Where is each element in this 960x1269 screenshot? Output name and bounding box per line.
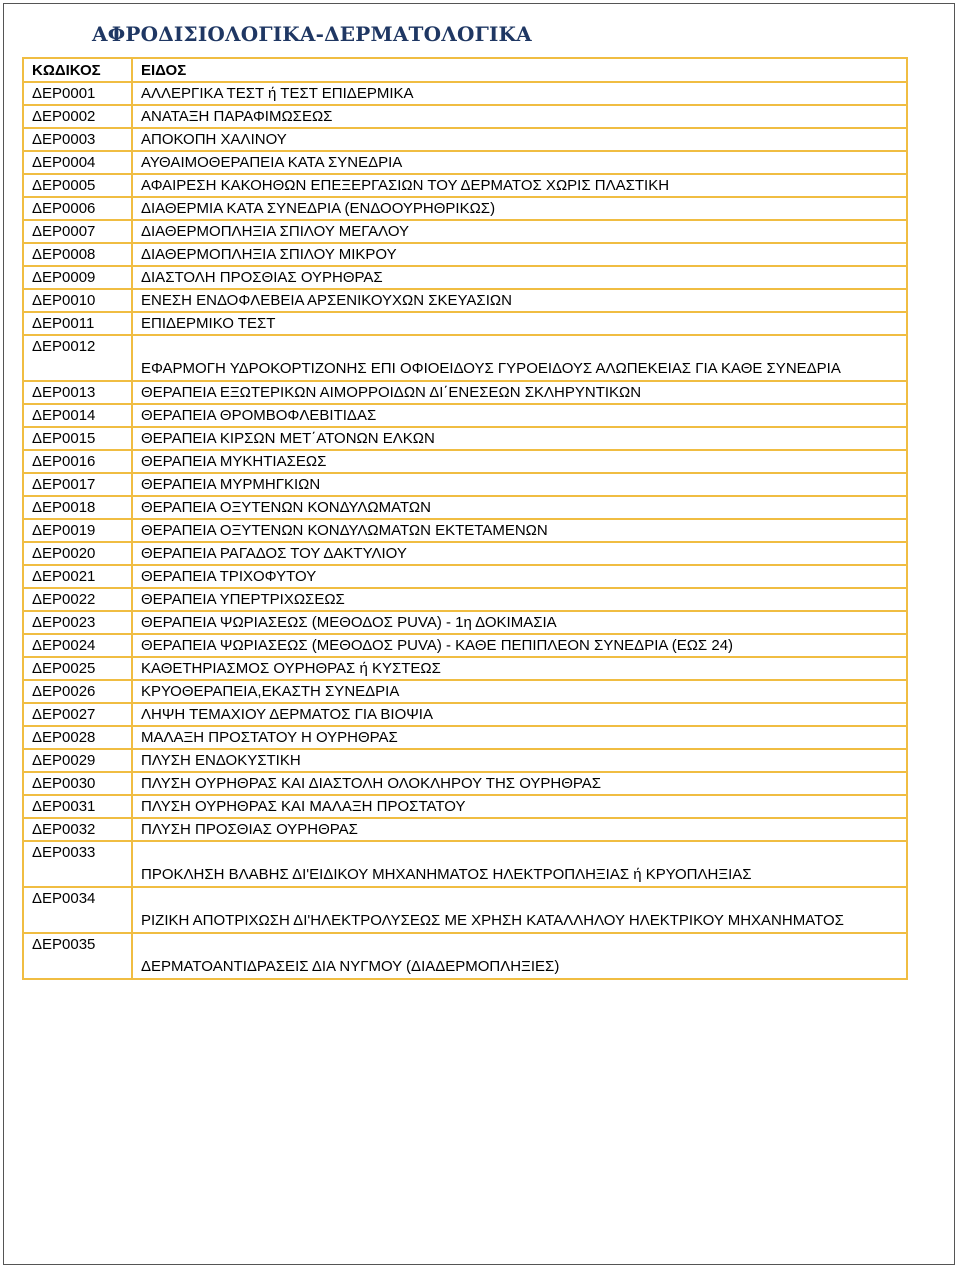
- cell-code: ΔΕΡ0025: [23, 657, 132, 680]
- table-row: [23, 542, 907, 565]
- table-row: [23, 220, 907, 243]
- cell-code: ΔΕΡ0009: [23, 266, 132, 289]
- table-row: [23, 266, 907, 289]
- cell-description: ΠΛΥΣΗ ΟΥΡΗΘΡΑΣ ΚΑΙ ΔΙΑΣΤΟΛΗ ΟΛΟΚΛΗΡΟΥ ΤΗΣ ΟΥΡΗΘΡΑΣ: [132, 772, 907, 795]
- table-row: [23, 473, 907, 496]
- cell-description: ΡΙΖΙΚΗ ΑΠΟΤΡΙΧΩΣΗ ΔΙ'ΗΛΕΚΤΡΟΛΥΣΕΩΣ ΜΕ ΧΡΗΣΗ ΚΑΤΑΛΛΗΛΟΥ ΗΛΕΚΤΡΙΚΟΥ ΜΗΧΑΝΗΜΑΤΟΣ: [132, 887, 907, 933]
- table-row: [23, 243, 907, 266]
- cell-code: ΔΕΡ0006: [23, 197, 132, 220]
- table-row: [23, 887, 907, 933]
- table-row: [23, 519, 907, 542]
- cell-description: ΑΥΘΑΙΜΟΘΕΡΑΠΕΙΑ ΚΑΤΑ ΣΥΝΕΔΡΙΑ: [132, 151, 907, 174]
- cell-description: ΘΕΡΑΠΕΙΑ ΟΞΥΤΕΝΩΝ ΚΟΝΔΥΛΩΜΑΤΩΝ: [132, 496, 907, 519]
- cell-code: ΔΕΡ0008: [23, 243, 132, 266]
- cell-description: ΚΡΥΟΘΕΡΑΠΕΙΑ,ΕΚΑΣΤΗ ΣΥΝΕΔΡΙΑ: [132, 680, 907, 703]
- cell-code: ΔΕΡ0017: [23, 473, 132, 496]
- cell-description: ΜΑΛΑΞΗ ΠΡΟΣΤΑΤΟΥ Η ΟΥΡΗΘΡΑΣ: [132, 726, 907, 749]
- table-row: [23, 174, 907, 197]
- codes-table: [22, 57, 908, 980]
- cell-description: ΔΙΑΘΕΡΜΙΑ ΚΑΤΑ ΣΥΝΕΔΡΙΑ (ΕΝΔΟΟΥΡΗΘΡΙΚΩΣ): [132, 197, 907, 220]
- cell-code: ΔΕΡ0022: [23, 588, 132, 611]
- table-row: [23, 404, 907, 427]
- cell-code: ΔΕΡ0027: [23, 703, 132, 726]
- cell-description: ΔΙΑΣΤΟΛΗ ΠΡΟΣΘΙΑΣ ΟΥΡΗΘΡΑΣ: [132, 266, 907, 289]
- table-header-row: [23, 58, 907, 82]
- table-row: [23, 588, 907, 611]
- cell-code: ΔΕΡ0001: [23, 82, 132, 105]
- cell-code: ΔΕΡ0033: [23, 841, 132, 887]
- table-body: [23, 82, 907, 979]
- table-row: [23, 772, 907, 795]
- cell-description: ΘΕΡΑΠΕΙΑ ΚΙΡΣΩΝ ΜΕΤ΄ΑΤΟΝΩΝ ΕΛΚΩΝ: [132, 427, 907, 450]
- cell-code: ΔΕΡ0015: [23, 427, 132, 450]
- cell-description: ΑΝΑΤΑΞΗ ΠΑΡΑΦΙΜΩΣΕΩΣ: [132, 105, 907, 128]
- cell-description: ΘΕΡΑΠΕΙΑ ΤΡΙΧΟΦΥΤΟΥ: [132, 565, 907, 588]
- table-row: [23, 105, 907, 128]
- cell-description: ΠΛΥΣΗ ΟΥΡΗΘΡΑΣ ΚΑΙ ΜΑΛΑΞΗ ΠΡΟΣΤΑΤΟΥ: [132, 795, 907, 818]
- cell-code: ΔΕΡ0034: [23, 887, 132, 933]
- cell-description: ΠΡΟΚΛΗΣΗ ΒΛΑΒΗΣ ΔΙ'ΕΙΔΙΚΟΥ ΜΗΧΑΝΗΜΑΤΟΣ ΗΛΕΚΤΡΟΠΛΗΞΙΑΣ ή ΚΡΥΟΠΛΗΞΙΑΣ: [132, 841, 907, 887]
- table-row: [23, 565, 907, 588]
- cell-description: ΘΕΡΑΠΕΙΑ ΜΥΚΗΤΙΑΣΕΩΣ: [132, 450, 907, 473]
- cell-code: ΔΕΡ0030: [23, 772, 132, 795]
- cell-code: ΔΕΡ0012: [23, 335, 132, 381]
- table-row: [23, 933, 907, 979]
- table-row: [23, 427, 907, 450]
- cell-description: ΔΕΡΜΑΤΟΑΝΤΙΔΡΑΣΕΙΣ ΔΙΑ ΝΥΓΜΟΥ (ΔΙΑΔΕΡΜΟΠΛΗΞΙΕΣ): [132, 933, 907, 979]
- cell-code: ΔΕΡ0020: [23, 542, 132, 565]
- cell-code: ΔΕΡ0032: [23, 818, 132, 841]
- cell-description: ΕΦΑΡΜΟΓΗ ΥΔΡΟΚΟΡΤΙΖΟΝΗΣ ΕΠΙ ΟΦΙΟΕΙΔΟΥΣ ΓΥΡΟΕΙΔΟΥΣ ΑΛΩΠΕΚΕΙΑΣ ΓΙΑ ΚΑΘΕ ΣΥΝΕΔΡΙΑ: [132, 335, 907, 381]
- cell-description: ΘΕΡΑΠΕΙΑ ΡΑΓΑΔΟΣ ΤΟΥ ΔΑΚΤΥΛΙΟΥ: [132, 542, 907, 565]
- cell-code: ΔΕΡ0023: [23, 611, 132, 634]
- cell-code: ΔΕΡ0005: [23, 174, 132, 197]
- header-description: ΕΙΔΟΣ: [132, 58, 907, 82]
- cell-code: ΔΕΡ0010: [23, 289, 132, 312]
- header-code: ΚΩΔΙΚΟΣ: [23, 58, 132, 82]
- cell-description: ΔΙΑΘΕΡΜΟΠΛΗΞΙΑ ΣΠΙΛΟΥ ΜΙΚΡΟΥ: [132, 243, 907, 266]
- table-row: [23, 381, 907, 404]
- cell-description: ΘΕΡΑΠΕΙΑ ΨΩΡΙΑΣΕΩΣ (ΜΕΘΟΔΟΣ PUVA) - 1η ΔΟΚΙΜΑΣΙΑ: [132, 611, 907, 634]
- cell-code: ΔΕΡ0028: [23, 726, 132, 749]
- table-row: [23, 335, 907, 381]
- table-row: [23, 749, 907, 772]
- cell-code: ΔΕΡ0018: [23, 496, 132, 519]
- table-row: [23, 795, 907, 818]
- cell-description: ΕΠΙΔΕΡΜΙΚΟ ΤΕΣΤ: [132, 312, 907, 335]
- cell-code: ΔΕΡ0011: [23, 312, 132, 335]
- cell-description: ΑΛΛΕΡΓΙΚΑ ΤΕΣΤ ή ΤΕΣΤ ΕΠΙΔΕΡΜΙΚΑ: [132, 82, 907, 105]
- cell-description: ΛΗΨΗ ΤΕΜΑΧΙΟΥ ΔΕΡΜΑΤΟΣ ΓΙΑ ΒΙΟΨΙΑ: [132, 703, 907, 726]
- table-row: [23, 726, 907, 749]
- cell-code: ΔΕΡ0014: [23, 404, 132, 427]
- table-row: [23, 450, 907, 473]
- cell-description: ΘΕΡΑΠΕΙΑ ΜΥΡΜΗΓΚΙΩΝ: [132, 473, 907, 496]
- table-row: [23, 496, 907, 519]
- cell-description: ΠΛΥΣΗ ΠΡΟΣΘΙΑΣ ΟΥΡΗΘΡΑΣ: [132, 818, 907, 841]
- cell-code: ΔΕΡ0035: [23, 933, 132, 979]
- table-row: [23, 818, 907, 841]
- cell-code: ΔΕΡ0002: [23, 105, 132, 128]
- table-row: [23, 657, 907, 680]
- cell-code: ΔΕΡ0003: [23, 128, 132, 151]
- cell-code: ΔΕΡ0013: [23, 381, 132, 404]
- cell-description: ΠΛΥΣΗ ΕΝΔΟΚΥΣΤΙΚΗ: [132, 749, 907, 772]
- cell-code: ΔΕΡ0004: [23, 151, 132, 174]
- cell-code: ΔΕΡ0026: [23, 680, 132, 703]
- table-row: [23, 680, 907, 703]
- cell-code: ΔΕΡ0016: [23, 450, 132, 473]
- cell-description: ΘΕΡΑΠΕΙΑ ΟΞΥΤΕΝΩΝ ΚΟΝΔΥΛΩΜΑΤΩΝ ΕΚΤΕΤΑΜΕΝΩΝ: [132, 519, 907, 542]
- cell-code: ΔΕΡ0029: [23, 749, 132, 772]
- cell-description: ΑΦΑΙΡΕΣΗ ΚΑΚΟΗΘΩΝ ΕΠΕΞΕΡΓΑΣΙΩΝ ΤΟΥ ΔΕΡΜΑΤΟΣ ΧΩΡΙΣ ΠΛΑΣΤΙΚΗ: [132, 174, 907, 197]
- cell-description: ΘΕΡΑΠΕΙΑ ΥΠΕΡΤΡΙΧΩΣΕΩΣ: [132, 588, 907, 611]
- table-row: [23, 289, 907, 312]
- table-row: [23, 197, 907, 220]
- cell-description: ΘΕΡΑΠΕΙΑ ΨΩΡΙΑΣΕΩΣ (ΜΕΘΟΔΟΣ PUVA) - ΚΑΘΕ ΠΕΠΙΠΛΕΟΝ ΣΥΝΕΔΡΙΑ (ΕΩΣ 24): [132, 634, 907, 657]
- table-row: [23, 151, 907, 174]
- table-row: [23, 611, 907, 634]
- document-title: ΑΦΡΟΔΙΣΙΟΛΟΓΙΚΑ-ΔΕΡΜΑΤΟΛΟΓΙΚΑ: [92, 22, 532, 46]
- table-row: [23, 312, 907, 335]
- table-row: [23, 841, 907, 887]
- cell-code: ΔΕΡ0019: [23, 519, 132, 542]
- cell-description: ΘΕΡΑΠΕΙΑ ΘΡΟΜΒΟΦΛΕΒΙΤΙΔΑΣ: [132, 404, 907, 427]
- cell-code: ΔΕΡ0007: [23, 220, 132, 243]
- cell-code: ΔΕΡ0024: [23, 634, 132, 657]
- cell-code: ΔΕΡ0031: [23, 795, 132, 818]
- cell-description: ΔΙΑΘΕΡΜΟΠΛΗΞΙΑ ΣΠΙΛΟΥ ΜΕΓΑΛΟΥ: [132, 220, 907, 243]
- table-row: [23, 703, 907, 726]
- table-row: [23, 82, 907, 105]
- cell-code: ΔΕΡ0021: [23, 565, 132, 588]
- cell-description: ΘΕΡΑΠΕΙΑ ΕΞΩΤΕΡΙΚΩΝ ΑΙΜΟΡΡΟΙΔΩΝ ΔΙ΄ΕΝΕΣΕΩΝ ΣΚΛΗΡΥΝΤΙΚΩΝ: [132, 381, 907, 404]
- cell-description: ΚΑΘΕΤΗΡΙΑΣΜΟΣ ΟΥΡΗΘΡΑΣ ή ΚΥΣΤΕΩΣ: [132, 657, 907, 680]
- table-row: [23, 128, 907, 151]
- cell-description: ΑΠΟΚΟΠΗ ΧΑΛΙΝΟΥ: [132, 128, 907, 151]
- cell-description: ΕΝΕΣΗ ΕΝΔΟΦΛΕΒΕΙΑ ΑΡΣΕΝΙΚΟΥΧΩΝ ΣΚΕΥΑΣΙΩΝ: [132, 289, 907, 312]
- table-row: [23, 634, 907, 657]
